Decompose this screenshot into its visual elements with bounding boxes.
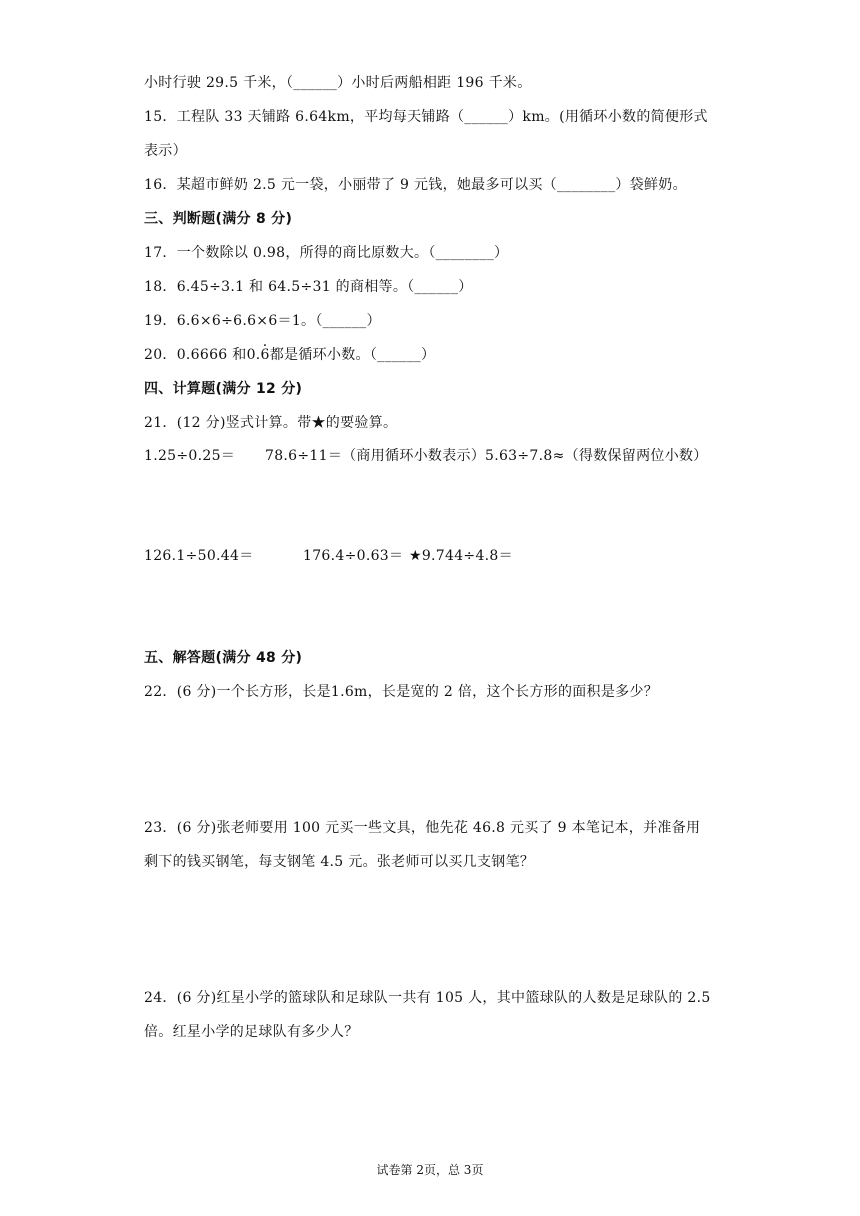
calc-row-1 [144,446,724,466]
question-20-prefix: 20．0.6666 和 [144,347,247,363]
calc-2-3: ★9.744÷4.8＝ [409,548,513,564]
question-23-continuation: 剩下的钱买钢笔，每支钢笔 4.5 元。张老师可以买几支钢笔？ [144,854,535,870]
question-21: 21．(12 分)竖式计算。带★的要验算。 [144,415,398,431]
question-24: 24．(6 分)红星小学的篮球队和足球队一共有 105 人，其中篮球队的人数是足球队的 2.5 [144,990,711,1006]
question-14-continuation: 小时行驶 29.5 千米，（______）小时后两船相距 196 千米。 [144,75,532,91]
calc-1-2: 78.6÷11＝（商用循环小数表示） [265,448,486,464]
calc-row-2 [144,546,724,566]
question-15-continuation: 表示） [144,143,187,159]
calc-2-2: 176.4÷0.63＝ [303,548,404,564]
section-3-heading: 三、判断题(满分 8 分) [144,211,293,227]
question-24-continuation: 倍。红星小学的足球队有多少人？ [144,1024,359,1040]
question-20 [144,345,435,365]
repeating-digit: 6 · [261,345,270,365]
page-footer: 试卷第 2页，总 3页 [376,1163,484,1177]
question-17: 17．一个数除以 0.98，所得的商比原数大。（________） [144,245,509,261]
repeating-decimal: 0.6 · [247,347,270,363]
question-19: 19．6.6×6÷6.6×6＝1。（______） [144,313,381,329]
question-20-suffix: 都是循环小数。（______） [269,347,436,363]
calc-1-1: 1.25÷0.25＝ [144,448,236,464]
question-16: 16．某超市鲜奶 2.5 元一袋，小丽带了 9 元钱，她最多可以买（________）袋鲜奶。 [144,177,687,193]
question-15: 15．工程队 33 天铺路 6.64km，平均每天铺路（______）km。(用循环小数的简便形式 [144,109,708,125]
section-5-heading: 五、解答题(满分 48 分) [144,650,303,666]
calc-1-3: 5.63÷7.8≈（得数保留两位小数） [485,448,708,464]
section-4-heading: 四、计算题(满分 12 分) [144,381,303,397]
calc-2-1: 126.1÷50.44＝ [144,548,254,564]
question-18: 18．6.45÷3.1 和 64.5÷31 的商相等。（______） [144,279,473,295]
question-22: 22．(6 分)一个长方形，长是1.6m，长是宽的 2 倍，这个长方形的面积是多少？ [144,684,659,700]
question-23: 23．(6 分)张老师要用 100 元买一些文具，他先花 46.8 元买了 9 本笔记本，并准备用 [144,820,701,836]
